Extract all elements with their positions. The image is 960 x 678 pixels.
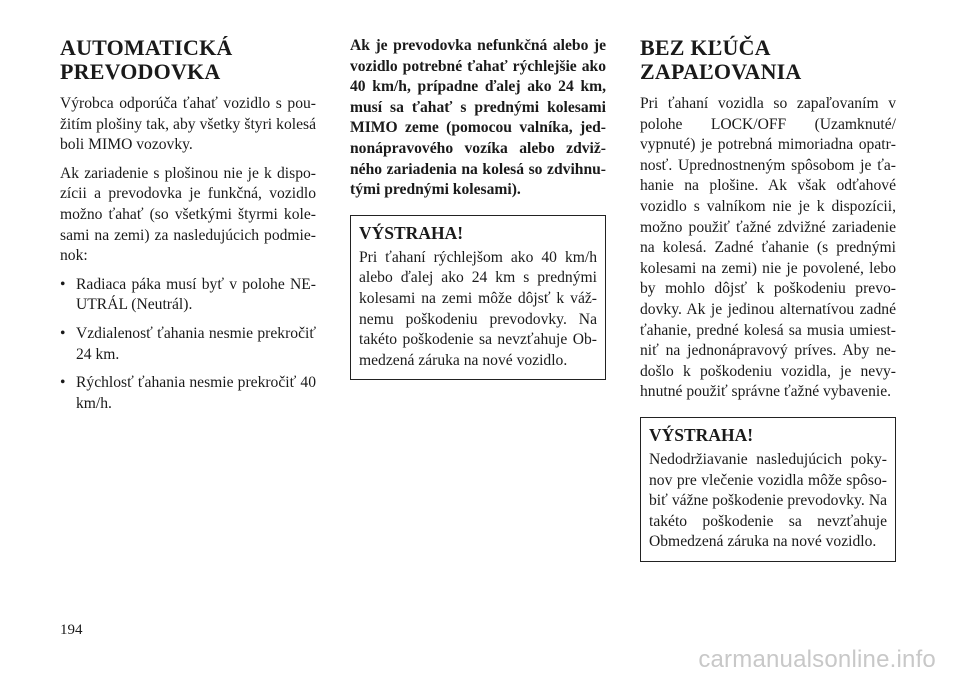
section-heading-no-ignition-key: BEZ KĽÚČA ZAPAĽOVANIA — [640, 35, 802, 84]
warning-text: Nedodržiavanie nasledujúcich pokynov pre vlečenie vozidla môže spôsobiť vážne poškodenie prevodovky. Na takéto poškodenie sa nevzťahuje Obmedzená záruka na nové vozidlo. — [649, 450, 887, 551]
conditions-list — [60, 275, 316, 415]
list-item — [60, 275, 316, 316]
bullet-icon: • — [60, 374, 66, 392]
paragraph-platform-towing: Výrobca odporúča ťahať vozidlo s použitím plošiny tak, aby všetky štyri kolesá boli MIMO vozovky. — [60, 95, 316, 154]
warning-text: Pri ťahaní rýchlejšom ako 40 km/h alebo ďalej ako 24 km s prednými kolesami na zemi môže dôjsť k vážnemu poškodeniu prevodovky. Na takéto poškodenie sa nevzťahuje Obmedzená záruka na nové vozidlo. — [359, 248, 597, 369]
warning-box — [350, 215, 606, 381]
list-item — [60, 324, 316, 365]
section-heading-automatic-transmission: AUTOMATICKÁ PREVODOVKA — [60, 35, 233, 84]
column-middle — [350, 36, 606, 380]
warning-box — [640, 417, 896, 562]
watermark: carmanualsonline.info — [698, 646, 936, 673]
list-item-text: Rýchlosť ťahania nesmie prekročiť 40 km/h. — [76, 374, 316, 412]
warning-title: VÝSTRAHA! — [649, 424, 754, 445]
bullet-icon: • — [60, 324, 66, 342]
paragraph-bold-notice: Ak je prevodovka nefunkčná alebo je vozidlo potrebné ťahať rýchlejšie ako 40 km/h, prípadne ďalej ako 24 km, musí sa ťahať s prednými kolesami MIMO zeme (pomocou valníka, jednonápravového vozíka alebo zdvižného zariadenia na kolesá so zdvihnutými prednými kolesami). — [350, 37, 606, 199]
column-left — [60, 36, 316, 422]
bullet-icon: • — [60, 275, 66, 293]
list-item — [60, 373, 316, 414]
page-number: 194 — [60, 622, 83, 638]
paragraph-towing-lock-off: Pri ťahaní vozidla so zapaľovaním v polohe LOCK/OFF (Uzamknuté/ vypnuté) je potrebná mimoriadna opatrnosť. Uprednostneným spôsobom je ťahanie na plošine. Ak však odťahové vozidlo s valníkom nie je k dispozícii, možno použiť ťažné zdvižné zariadenie na kolesá. Zadné ťahanie (s prednými kolesami na zemi) nie je povolené, lebo by mohlo dôjsť k poškodeniu prevodovky. Ak je jedinou alternatívou zadné ťahanie, predné kolesá sa musia umiestniť na jednonápravový príves. Aby nedošlo k poškodeniu vozidla, je nevyhnutné použiť správne ťažné vybavenie. — [640, 95, 896, 401]
column-right — [640, 36, 896, 562]
warning-title: VÝSTRAHA! — [359, 222, 464, 243]
list-item-text: Vzdialenosť ťahania nesmie prekročiť 24 km. — [76, 324, 316, 363]
paragraph-towing-conditions: Ak zariadenie s plošinou nie je k dispozícii a prevodovka je funkčná, vozidlo možno ťahať (so všetkými štyrmi kolesami na zemi) za nasledujúcich podmienok: — [60, 164, 316, 265]
list-item-text: Radiaca páka musí byť v polohe NEUTRÁL (Neutrál). — [76, 275, 316, 314]
